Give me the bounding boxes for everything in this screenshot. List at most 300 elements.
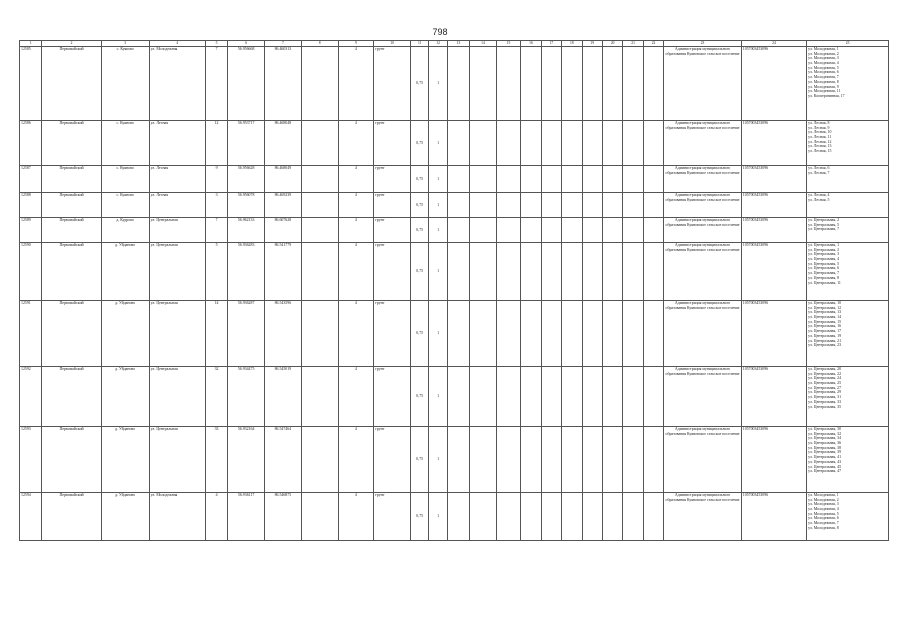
empty-cell [582, 493, 602, 541]
empty-cell [562, 166, 582, 193]
area-cell: 0,75 [411, 367, 429, 427]
column-9-cell: 4 [338, 301, 374, 367]
address-item: ул. Молодежная, 3 [808, 502, 839, 507]
empty-cell [447, 193, 469, 218]
column-number: 25 [807, 41, 889, 47]
count-cell: 1 [429, 243, 447, 301]
empty-cell [496, 166, 521, 193]
address-item: ул. Молодежная, 9 [808, 84, 839, 89]
house-number-cell: 14 [205, 301, 227, 367]
latitude-cell: 56.936117 [228, 493, 265, 541]
empty-cell [447, 47, 469, 121]
house-number-cell: 33 [205, 427, 227, 493]
house-number-cell: 5 [205, 243, 227, 301]
row-number-cell: 12589 [20, 218, 42, 243]
address-item: ул. Лесная, 5 [808, 197, 830, 202]
area-cell: 0,75 [411, 243, 429, 301]
address-item: ул. Центральная, 19 [808, 333, 842, 338]
area-cell: 0,75 [411, 47, 429, 121]
address-item: ул. Центральная, 27 [808, 385, 842, 390]
district-cell: Первомайский [42, 301, 101, 367]
empty-cell [582, 47, 602, 121]
address-item: ул. Центральная, 13 [808, 310, 842, 315]
count-cell: 1 [429, 218, 447, 243]
empty-cell [301, 493, 338, 541]
empty-cell [582, 121, 602, 166]
address-item: ул. Центральная, 47 [808, 469, 842, 474]
empty-cell [562, 218, 582, 243]
empty-cell [562, 367, 582, 427]
surface-cell: грунт [374, 367, 411, 427]
empty-cell [301, 427, 338, 493]
owner-cell: Администрация муниципального образования Куяновское сельское поселение [664, 193, 742, 218]
table-row [20, 243, 889, 301]
latitude-cell: 56.956628 [228, 166, 265, 193]
address-item: ул. Лесная, 4 [808, 193, 830, 197]
empty-cell [643, 367, 663, 427]
address-item: ул. Центральная, 36 [808, 441, 842, 446]
area-cell: 0,75 [411, 301, 429, 367]
count-cell: 1 [429, 193, 447, 218]
address-item: ул. Лесная, 7 [808, 170, 830, 175]
settlement-cell: с. Куяково [101, 47, 149, 121]
empty-cell [301, 301, 338, 367]
empty-cell [447, 121, 469, 166]
inn-cell: 1057003453096 [741, 301, 806, 367]
table-row [20, 218, 889, 243]
street-cell: ул. Молодежная [149, 493, 205, 541]
owner-cell: Администрация муниципального образования Куяновское сельское поселение [664, 121, 742, 166]
empty-cell [582, 301, 602, 367]
empty-cell [496, 243, 521, 301]
column-9-cell: 4 [338, 121, 374, 166]
address-item: ул. Центральная, 7 [808, 271, 840, 276]
empty-cell [562, 47, 582, 121]
empty-cell [541, 427, 561, 493]
owner-cell: Администрация муниципального образования Куяновское сельское поселение [664, 243, 742, 301]
empty-cell [301, 243, 338, 301]
street-cell: ул. Центральная [149, 427, 205, 493]
empty-cell [541, 166, 561, 193]
empty-cell [623, 121, 643, 166]
settlement-cell: д. Кудрово [101, 218, 149, 243]
surface-cell: грунт [374, 301, 411, 367]
address-item: ул. Центральная, 5 [808, 222, 840, 227]
area-cell: 0,75 [411, 493, 429, 541]
column-9-cell: 4 [338, 243, 374, 301]
addresses-cell [807, 47, 889, 121]
street-cell: ул. Молодежная [149, 47, 205, 121]
address-item: ул. Молодежная, 1 [808, 47, 839, 51]
empty-cell [541, 367, 561, 427]
surface-cell: грунт [374, 47, 411, 121]
table-row [20, 193, 889, 218]
address-item: ул. Молодежная, 1 [808, 493, 839, 497]
empty-cell [470, 166, 497, 193]
settlement-cell: с. Куяново [101, 121, 149, 166]
empty-cell [447, 218, 469, 243]
addresses-cell [807, 193, 889, 218]
address-item: ул. Молодежная, 2 [808, 497, 839, 502]
empty-cell [496, 301, 521, 367]
empty-cell [541, 121, 561, 166]
address-item: ул. Центральная, 7 [808, 227, 840, 232]
column-number: 21 [623, 41, 643, 47]
empty-cell [470, 301, 497, 367]
count-cell: 1 [429, 367, 447, 427]
empty-cell [623, 47, 643, 121]
empty-cell [562, 301, 582, 367]
owner-cell: Администрация муниципального образования Куяновское сельское поселение [664, 47, 742, 121]
empty-cell [643, 301, 663, 367]
column-9-cell: 4 [338, 166, 374, 193]
address-item: ул. Центральная, 2 [808, 218, 840, 222]
district-cell: Первомайский [42, 121, 101, 166]
column-number: 24 [741, 41, 806, 47]
latitude-cell: 56.936287 [228, 301, 265, 367]
column-9-cell: 4 [338, 493, 374, 541]
address-item: ул. Центральная, 16 [808, 324, 842, 329]
empty-cell [602, 301, 622, 367]
latitude-cell: 56.932164 [228, 427, 265, 493]
latitude-cell: 56.956078 [228, 193, 265, 218]
street-cell: ул. Центральная [149, 243, 205, 301]
page-number: 798 [432, 27, 448, 37]
count-cell: 1 [429, 493, 447, 541]
table-row [20, 166, 889, 193]
empty-cell [521, 218, 541, 243]
house-number-cell: 3 [205, 193, 227, 218]
column-number: 22 [643, 41, 663, 47]
empty-cell [582, 243, 602, 301]
table-body [20, 47, 889, 541]
area-cell: 0,75 [411, 427, 429, 493]
registry-table [19, 40, 889, 541]
empty-cell [643, 243, 663, 301]
address-item: ул. Центральная, 32 [808, 431, 842, 436]
empty-cell [643, 218, 663, 243]
column-number: 9 [338, 41, 374, 47]
inn-cell: 1057003453096 [741, 47, 806, 121]
empty-cell [301, 218, 338, 243]
empty-cell [470, 493, 497, 541]
address-item: ул. Центральная, 17 [808, 329, 842, 334]
count-cell: 1 [429, 121, 447, 166]
address-item: ул. Центральная, 25 [808, 381, 842, 386]
inn-cell: 1057003453096 [741, 367, 806, 427]
column-number: 5 [205, 41, 227, 47]
column-9-cell: 4 [338, 218, 374, 243]
address-item: ул. Лесная, 12 [808, 139, 832, 144]
area-cell: 0,75 [411, 193, 429, 218]
empty-cell [582, 166, 602, 193]
address-item: ул. Кооперативная, 17 [808, 93, 845, 98]
longitude-cell: 86.460313 [265, 47, 302, 121]
empty-cell [470, 367, 497, 427]
empty-cell [496, 121, 521, 166]
empty-cell [470, 47, 497, 121]
empty-cell [582, 427, 602, 493]
empty-cell [541, 243, 561, 301]
table-row [20, 493, 889, 541]
column-9-cell: 4 [338, 367, 374, 427]
empty-cell [496, 218, 521, 243]
area-cell: 0,75 [411, 218, 429, 243]
column-number: 2 [42, 41, 101, 47]
address-item: ул. Молодежная, 8 [808, 525, 839, 530]
district-cell: Первомайский [42, 193, 101, 218]
empty-cell [470, 121, 497, 166]
longitude-cell: 86.468048 [265, 121, 302, 166]
row-number-cell: 12585 [20, 47, 42, 121]
address-item: ул. Центральная, 20 [808, 367, 842, 371]
address-item: ул. Молодежная, 4 [808, 61, 839, 66]
column-number: 7 [265, 41, 302, 47]
empty-cell [562, 243, 582, 301]
empty-cell [602, 493, 622, 541]
empty-cell [521, 166, 541, 193]
column-number: 15 [496, 41, 521, 47]
longitude-cell: 86.468049 [265, 166, 302, 193]
longitude-cell: 86.607628 [265, 218, 302, 243]
empty-cell [602, 367, 622, 427]
longitude-cell: 86.545019 [265, 367, 302, 427]
table-row [20, 301, 889, 367]
surface-cell: грунт [374, 121, 411, 166]
addresses-cell [807, 121, 889, 166]
empty-cell [496, 193, 521, 218]
empty-cell [541, 218, 561, 243]
row-number-cell: 12593 [20, 427, 42, 493]
house-number-cell: 7 [205, 218, 227, 243]
settlement-cell: д. Уйданово [101, 367, 149, 427]
column-number: 6 [228, 41, 265, 47]
empty-cell [521, 193, 541, 218]
empty-cell [623, 218, 643, 243]
empty-cell [541, 301, 561, 367]
empty-cell [643, 121, 663, 166]
empty-cell [623, 301, 643, 367]
empty-cell [602, 47, 622, 121]
address-item: ул. Центральная, 14 [808, 315, 842, 320]
longitude-cell: 86.547464 [265, 427, 302, 493]
empty-cell [643, 47, 663, 121]
empty-cell [562, 493, 582, 541]
address-item: ул. Центральная, 3 [808, 252, 840, 257]
area-cell: 0,75 [411, 166, 429, 193]
house-number-cell: 12 [205, 121, 227, 166]
longitude-cell: 86.469239 [265, 193, 302, 218]
empty-cell [602, 166, 622, 193]
surface-cell: грунт [374, 427, 411, 493]
empty-cell [447, 166, 469, 193]
table-row [20, 367, 889, 427]
empty-cell [447, 427, 469, 493]
row-number-cell: 12591 [20, 301, 42, 367]
column-number: 20 [602, 41, 622, 47]
inn-cell: 1057003453096 [741, 243, 806, 301]
column-number: 19 [582, 41, 602, 47]
district-cell: Первомайский [42, 166, 101, 193]
settlement-cell: с. Куяново [101, 193, 149, 218]
empty-cell [623, 493, 643, 541]
empty-cell [521, 427, 541, 493]
address-item: ул. Центральная, 33 [808, 399, 842, 404]
address-item: ул. Молодежная, 7 [808, 521, 839, 526]
column-9-cell: 4 [338, 47, 374, 121]
empty-cell [623, 166, 643, 193]
street-cell: ул. Лесная [149, 193, 205, 218]
empty-cell [643, 193, 663, 218]
address-item: ул. Центральная, 12 [808, 305, 842, 310]
empty-cell [582, 218, 602, 243]
addresses-cell [807, 243, 889, 301]
empty-cell [643, 493, 663, 541]
empty-cell [496, 427, 521, 493]
empty-cell [521, 301, 541, 367]
inn-cell: 1057003453096 [741, 427, 806, 493]
address-item: ул. Центральная, 24 [808, 376, 842, 381]
address-item: ул. Молодежная, 5 [808, 65, 839, 70]
street-cell: ул. Центральная [149, 367, 205, 427]
empty-cell [623, 243, 643, 301]
surface-cell: грунт [374, 493, 411, 541]
address-item: ул. Молодежная, 8 [808, 79, 839, 84]
column-number: 8 [301, 41, 338, 47]
address-item: ул. Центральная, 39 [808, 450, 842, 455]
street-cell: ул. Центральная [149, 301, 205, 367]
table-row [20, 427, 889, 493]
address-item: ул. Центральная, 35 [808, 404, 842, 409]
address-item: ул. Центральная, 11 [808, 280, 841, 285]
address-item: ул. Центральная, 29 [808, 390, 842, 395]
empty-cell [447, 493, 469, 541]
settlement-cell: д. Уйданово [101, 427, 149, 493]
addresses-cell [807, 301, 889, 367]
settlement-cell: д. Уйданово [101, 493, 149, 541]
latitude-cell: 56.934475 [228, 367, 265, 427]
empty-cell [582, 193, 602, 218]
settlement-cell: д. Уйданово [101, 243, 149, 301]
empty-cell [470, 243, 497, 301]
address-item: ул. Центральная, 41 [808, 455, 842, 460]
latitude-cell: 56.936283 [228, 243, 265, 301]
district-cell: Первомайский [42, 427, 101, 493]
address-item: ул. Центральная, 8 [808, 275, 840, 280]
owner-cell: Администрация муниципального образования Куяновское сельское поселение [664, 367, 742, 427]
count-cell: 1 [429, 301, 447, 367]
street-cell: ул. Центральная [149, 218, 205, 243]
address-item: ул. Центральная, 43 [808, 459, 842, 464]
empty-cell [541, 193, 561, 218]
district-cell: Первомайский [42, 218, 101, 243]
address-item: ул. Лесная, 6 [808, 166, 830, 170]
inn-cell: 1057003453096 [741, 493, 806, 541]
empty-cell [470, 193, 497, 218]
address-item: ул. Лесная, 13 [808, 144, 832, 149]
address-item: ул. Центральная, 23 [808, 343, 842, 348]
district-cell: Первомайский [42, 493, 101, 541]
empty-cell [470, 218, 497, 243]
address-item: ул. Лесная, 15 [808, 149, 832, 154]
latitude-cell: 56.953717 [228, 121, 265, 166]
empty-cell [447, 301, 469, 367]
row-number-cell: 12592 [20, 367, 42, 427]
street-cell: ул. Лесная [149, 121, 205, 166]
empty-cell [496, 367, 521, 427]
longitude-cell: 86.546875 [265, 493, 302, 541]
address-item: ул. Центральная, 22 [808, 371, 842, 376]
district-cell: Первомайский [42, 47, 101, 121]
inn-cell: 1057003453096 [741, 121, 806, 166]
column-number: 16 [521, 41, 541, 47]
empty-cell [602, 243, 622, 301]
addresses-cell [807, 493, 889, 541]
address-item: ул. Центральная, 1 [808, 243, 840, 247]
district-cell: Первомайский [42, 367, 101, 427]
column-number: 13 [447, 41, 469, 47]
latitude-cell: 56.962133 [228, 218, 265, 243]
empty-cell [521, 243, 541, 301]
house-number-cell: 32 [205, 367, 227, 427]
empty-cell [562, 121, 582, 166]
settlement-cell: с. Куяново [101, 166, 149, 193]
latitude-cell: 56.956668 [228, 47, 265, 121]
address-item: ул. Молодежная, 7 [808, 75, 839, 80]
empty-cell [301, 47, 338, 121]
empty-cell [447, 367, 469, 427]
empty-cell [643, 427, 663, 493]
row-number-cell: 12590 [20, 243, 42, 301]
empty-cell [623, 427, 643, 493]
addresses-cell [807, 427, 889, 493]
empty-cell [541, 47, 561, 121]
empty-cell [623, 367, 643, 427]
column-number: 4 [149, 41, 205, 47]
address-item: ул. Центральная, 45 [808, 464, 842, 469]
longitude-cell: 86.541779 [265, 243, 302, 301]
surface-cell: грунт [374, 166, 411, 193]
empty-cell [602, 193, 622, 218]
empty-cell [562, 193, 582, 218]
empty-cell [301, 166, 338, 193]
empty-cell [521, 493, 541, 541]
owner-cell: Администрация муниципального образования Куяновское сельское поселение [664, 218, 742, 243]
address-item: ул. Центральная, 10 [808, 301, 842, 305]
address-item: ул. Центральная, 34 [808, 436, 842, 441]
address-item: ул. Центральная, 6 [808, 266, 840, 271]
empty-cell [521, 47, 541, 121]
column-number: 14 [470, 41, 497, 47]
area-cell: 0,75 [411, 121, 429, 166]
empty-cell [623, 193, 643, 218]
empty-cell [447, 243, 469, 301]
count-cell: 1 [429, 47, 447, 121]
row-number-cell: 12588 [20, 193, 42, 218]
surface-cell: грунт [374, 243, 411, 301]
empty-cell [602, 121, 622, 166]
empty-cell [541, 493, 561, 541]
address-item: ул. Центральная, 31 [808, 395, 842, 400]
count-cell: 1 [429, 166, 447, 193]
column-number: 3 [101, 41, 149, 47]
row-number-cell: 12587 [20, 166, 42, 193]
empty-cell [470, 427, 497, 493]
empty-cell [301, 121, 338, 166]
inn-cell: 1057003453096 [741, 218, 806, 243]
owner-cell: Администрация муниципального образования Куяновское сельское поселение [664, 493, 742, 541]
empty-cell [496, 47, 521, 121]
